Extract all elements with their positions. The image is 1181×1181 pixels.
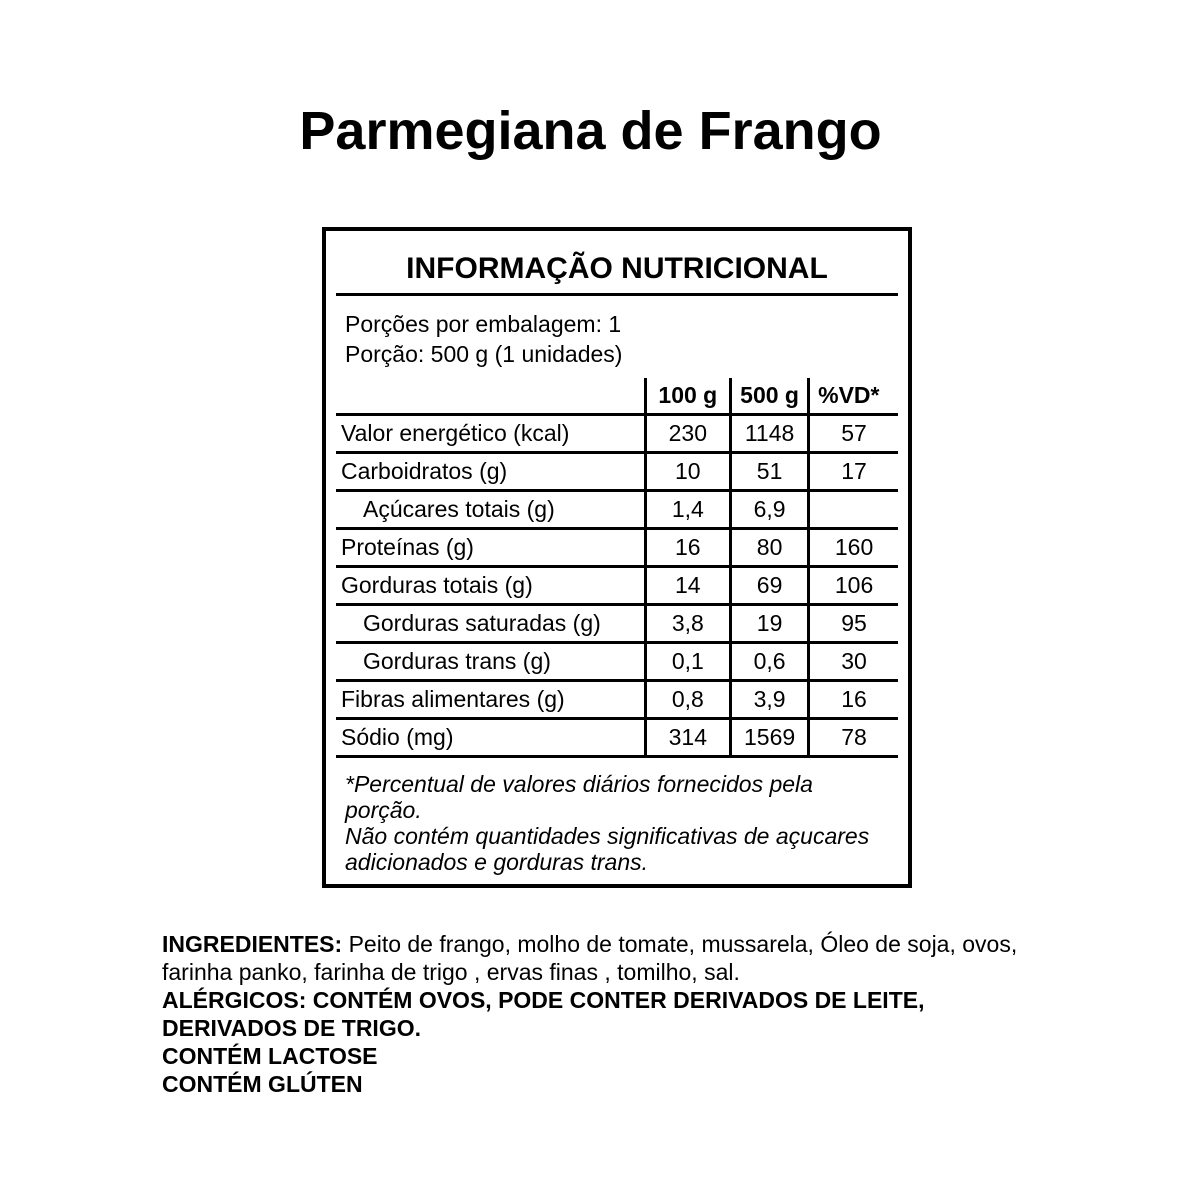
value-per-500g: 3,9 xyxy=(731,681,809,719)
gluten-notice: CONTÉM GLÚTEN xyxy=(162,1071,363,1097)
nutrition-panel-title: INFORMAÇÃO NUTRICIONAL xyxy=(406,252,828,285)
value-per-100g: 314 xyxy=(645,719,730,757)
column-header-500g: 500 g xyxy=(731,378,809,415)
serving-size: Porção: 500 g (1 unidades) xyxy=(345,341,623,367)
column-header-blank xyxy=(336,378,645,415)
nutrition-facts-panel xyxy=(322,227,912,888)
percent-daily-value: 17 xyxy=(809,453,898,491)
footnote xyxy=(336,771,875,875)
allergens-notice: ALÉRGICOS: CONTÉM OVOS, PODE CONTER DERIVADOS DE LEITE, DERIVADOS DE TRIGO. xyxy=(162,987,925,1041)
ingredients-label: INGREDIENTES: xyxy=(162,931,349,957)
nutrient-label: Carboidratos (g) xyxy=(336,453,645,491)
nutrition-row xyxy=(336,567,898,605)
percent-daily-value: 78 xyxy=(809,719,898,757)
nutrient-label: Gorduras saturadas (g) xyxy=(336,605,645,643)
nutrition-table-header-row xyxy=(336,378,898,415)
value-per-500g: 1569 xyxy=(731,719,809,757)
value-per-100g: 1,4 xyxy=(645,491,730,529)
nutrition-row xyxy=(336,491,898,529)
nutrient-label: Fibras alimentares (g) xyxy=(336,681,645,719)
nutrition-row xyxy=(336,681,898,719)
ingredients-list: Peito de frango, molho de tomate, mussarela, Óleo de soja, ovos, farinha panko, farinha de trigo , ervas finas , tomilho, sal. xyxy=(162,931,1018,985)
percent-daily-value: 30 xyxy=(809,643,898,681)
ingredients-paragraph xyxy=(162,930,1024,986)
percent-daily-value: 16 xyxy=(809,681,898,719)
column-header-percent-vd: %VD* xyxy=(809,378,898,415)
column-header-100g: 100 g xyxy=(645,378,730,415)
nutrient-label: Gorduras trans (g) xyxy=(336,643,645,681)
value-per-500g: 69 xyxy=(731,567,809,605)
value-per-100g: 0,8 xyxy=(645,681,730,719)
footnote-daily-values: *Percentual de valores diários fornecidos pela porção. xyxy=(345,771,813,823)
nutrient-label: Valor energético (kcal) xyxy=(336,415,645,453)
value-per-500g: 19 xyxy=(731,605,809,643)
percent-daily-value: 57 xyxy=(809,415,898,453)
percent-daily-value: 160 xyxy=(809,529,898,567)
nutrient-label: Sódio (mg) xyxy=(336,719,645,757)
product-title: Parmegiana de Frango xyxy=(299,101,882,161)
nutrient-label: Gorduras totais (g) xyxy=(336,567,645,605)
value-per-500g: 0,6 xyxy=(731,643,809,681)
nutrition-row xyxy=(336,643,898,681)
value-per-500g: 51 xyxy=(731,453,809,491)
value-per-100g: 10 xyxy=(645,453,730,491)
value-per-500g: 1148 xyxy=(731,415,809,453)
nutrition-row xyxy=(336,415,898,453)
nutrition-table xyxy=(336,378,898,758)
nutrient-label: Açúcares totais (g) xyxy=(336,491,645,529)
value-per-100g: 3,8 xyxy=(645,605,730,643)
percent-daily-value xyxy=(809,491,898,529)
value-per-500g: 80 xyxy=(731,529,809,567)
value-per-500g: 6,9 xyxy=(731,491,809,529)
serving-info xyxy=(336,309,898,369)
bottom-text-block xyxy=(162,930,1024,1098)
value-per-100g: 0,1 xyxy=(645,643,730,681)
value-per-100g: 14 xyxy=(645,567,730,605)
percent-daily-value: 106 xyxy=(809,567,898,605)
lactose-notice: CONTÉM LACTOSE xyxy=(162,1043,378,1069)
nutrient-label: Proteínas (g) xyxy=(336,529,645,567)
header-divider xyxy=(336,293,898,296)
nutrition-row xyxy=(336,719,898,757)
value-per-100g: 230 xyxy=(645,415,730,453)
servings-per-package: Porções por embalagem: 1 xyxy=(345,311,622,337)
nutrition-row xyxy=(336,529,898,567)
percent-daily-value: 95 xyxy=(809,605,898,643)
value-per-100g: 16 xyxy=(645,529,730,567)
nutrition-row xyxy=(336,453,898,491)
nutrition-row xyxy=(336,605,898,643)
footnote-no-significant-amounts: Não contém quantidades significativas de açucares adicionados e gorduras trans. xyxy=(345,823,870,875)
